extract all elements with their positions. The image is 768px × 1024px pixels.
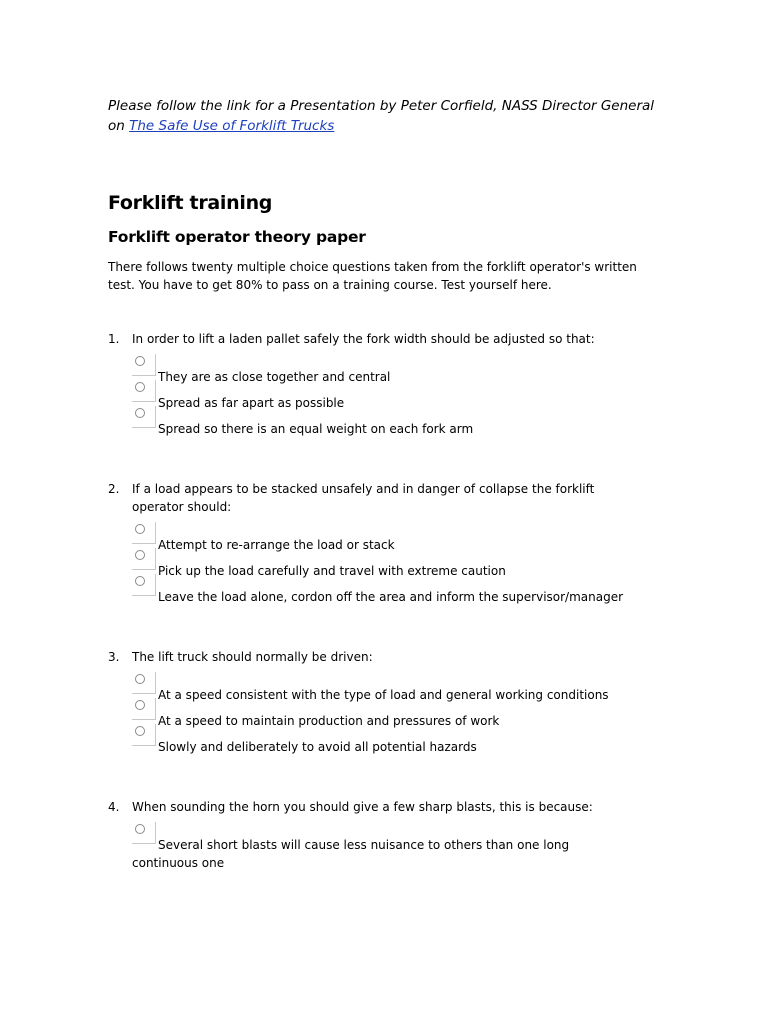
section-title: Forklift operator theory paper [108,228,366,246]
option-item[interactable] [132,732,668,758]
question-number: 2. [108,482,120,496]
radio-circle-icon [135,824,145,834]
page-title: Forklift training [108,192,273,214]
option-label: Attempt to re-arrange the load or stack [158,538,395,552]
option-label: Pick up the load carefully and travel with extreme caution [158,564,506,578]
radio-circle-icon [135,382,145,392]
question-3 [108,648,668,758]
radio-button[interactable] [132,574,156,596]
option-item[interactable] [132,530,668,556]
radio-button[interactable] [132,380,156,402]
option-item[interactable] [132,830,668,872]
radio-circle-icon [135,674,145,684]
option-label: Spread as far apart as possible [158,396,345,410]
option-item[interactable] [132,362,668,388]
radio-button[interactable] [132,822,156,844]
option-item[interactable] [132,706,668,732]
radio-button[interactable] [132,672,156,694]
radio-circle-icon [135,524,145,534]
option-item[interactable] [132,680,668,706]
question-1 [108,330,668,440]
question-text: If a load appears to be stacked unsafely and in danger of collapse the forklift operator should: [132,482,595,514]
intro-text: Please follow the link for a Presentation by Peter Corfield, NASS Director General on [108,98,655,134]
radio-button[interactable] [132,406,156,428]
radio-circle-icon [135,700,145,710]
option-label: At a speed consistent with the type of load and general working conditions [158,688,609,702]
radio-circle-icon [135,550,145,560]
question-number: 3. [108,650,120,664]
option-item[interactable] [132,556,668,582]
question-number: 1. [108,332,120,346]
intro-paragraph [108,96,668,136]
option-label: They are as close together and central [158,370,391,384]
question-text: The lift truck should normally be driven: [132,650,373,664]
option-list [132,530,668,608]
document-page [108,96,668,872]
option-label: Slowly and deliberately to avoid all potential hazards [158,740,477,754]
radio-button[interactable] [132,724,156,746]
option-item[interactable] [132,414,668,440]
option-list [132,362,668,440]
question-list [108,330,668,872]
radio-button[interactable] [132,548,156,570]
question-4 [108,798,668,872]
option-item[interactable] [132,582,668,608]
radio-circle-icon [135,726,145,736]
radio-button[interactable] [132,698,156,720]
question-text: In order to lift a laden pallet safely the fork width should be adjusted so that: [132,332,595,346]
question-text: When sounding the horn you should give a few sharp blasts, this is because: [132,800,593,814]
option-list [132,830,668,872]
radio-circle-icon [135,576,145,586]
option-item[interactable] [132,388,668,414]
lead-paragraph: There follows twenty multiple choice questions taken from the forklift operator's written test. You have to get 80% to pass on a training course. Test yourself here. [108,260,637,292]
radio-circle-icon [135,356,145,366]
question-2 [108,480,668,608]
option-label: Leave the load alone, cordon off the area and inform the supervisor/manager [158,590,624,604]
radio-circle-icon [135,408,145,418]
option-label: At a speed to maintain production and pressures of work [158,714,500,728]
option-label: Spread so there is an equal weight on each fork arm [158,422,474,436]
option-list [132,680,668,758]
radio-button[interactable] [132,522,156,544]
presentation-link[interactable]: The Safe Use of Forklift Trucks [129,118,335,134]
option-label: Several short blasts will cause less nuisance to others than one long continuous one [132,838,570,870]
question-number: 4. [108,800,120,814]
radio-button[interactable] [132,354,156,376]
